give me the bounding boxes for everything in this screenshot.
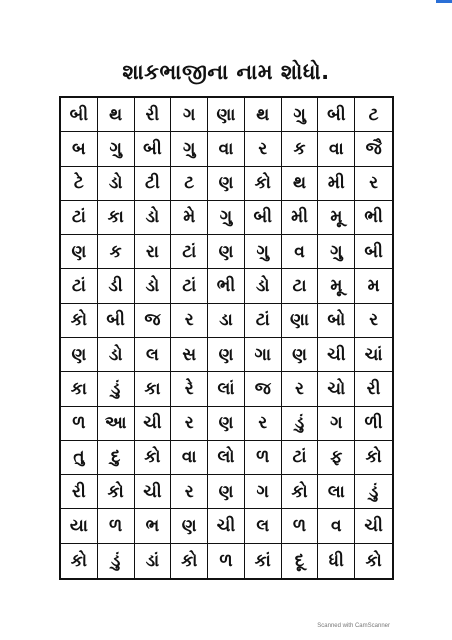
grid-cell: ડું [355, 475, 392, 509]
grid-cell: ક [98, 235, 135, 269]
grid-cell: ણા [208, 98, 245, 132]
grid-cell: ટી [135, 167, 172, 201]
grid-cell: ર [171, 407, 208, 441]
grid-cell: ચાં [355, 338, 392, 372]
grid-cell: વ [282, 235, 319, 269]
grid-cell: ણ [171, 509, 208, 543]
grid-cell: દુ [98, 441, 135, 475]
grid-cell: ચી [135, 475, 172, 509]
grid-cell: ણ [208, 338, 245, 372]
grid-cell: કો [61, 304, 98, 338]
grid-cell: લાં [208, 372, 245, 406]
grid-cell: ચી [355, 509, 392, 543]
grid-cell: રી [135, 98, 172, 132]
grid-cell: રે [171, 372, 208, 406]
grid-cell: ગુ [245, 235, 282, 269]
grid-cell: ચી [135, 407, 172, 441]
grid-cell: બો [318, 304, 355, 338]
grid-cell: ગુ [98, 132, 135, 166]
grid-cell: કા [98, 201, 135, 235]
grid-cell: લા [318, 475, 355, 509]
grid-cell: ગુ [282, 98, 319, 132]
grid-cell: જૈ [355, 132, 392, 166]
grid-cell: થ [282, 167, 319, 201]
grid-cell: ભ [135, 509, 172, 543]
grid-cell: મૂ [318, 269, 355, 303]
grid-cell: ટાં [171, 235, 208, 269]
grid-cell: બી [98, 304, 135, 338]
grid-cell: મે [171, 201, 208, 235]
grid-cell: ડો [98, 167, 135, 201]
grid-cell: ટાં [171, 269, 208, 303]
grid-cell: રી [355, 372, 392, 406]
top-edge-accent [436, 0, 452, 3]
grid-cell: બી [61, 98, 98, 132]
grid-cell: બી [245, 201, 282, 235]
grid-cell: ટાં [61, 201, 98, 235]
grid-cell: કો [61, 544, 98, 578]
word-search-grid [59, 96, 394, 580]
grid-cell: દૂ [282, 544, 319, 578]
grid-cell: ણ [282, 338, 319, 372]
grid-cell: ણ [61, 338, 98, 372]
grid-cell: ડા [208, 304, 245, 338]
grid-cell: લો [208, 441, 245, 475]
grid-cell: થ [98, 98, 135, 132]
grid-cell: ડું [98, 544, 135, 578]
grid-cell: ગ [318, 407, 355, 441]
grid-cell: ડું [98, 372, 135, 406]
grid-cell: ર [245, 132, 282, 166]
grid-cell: ડી [98, 269, 135, 303]
grid-cell: સ [171, 338, 208, 372]
grid-cell: ટ [355, 98, 392, 132]
grid-cell: ર [171, 475, 208, 509]
grid-cell: ડો [135, 269, 172, 303]
grid-cell: ટાં [282, 441, 319, 475]
grid-cell: આ [98, 407, 135, 441]
grid-cell: ચી [318, 338, 355, 372]
grid-cell: ણ [208, 167, 245, 201]
grid-cell: કા [61, 372, 98, 406]
grid-cell: કો [282, 475, 319, 509]
grid-cell: બી [135, 132, 172, 166]
grid-cell: કો [135, 441, 172, 475]
grid-cell: કો [245, 167, 282, 201]
grid-cell: કાં [245, 544, 282, 578]
grid-cell: ગા [245, 338, 282, 372]
grid-cell: કો [355, 441, 392, 475]
grid-cell: ટ [171, 167, 208, 201]
grid-cell: ણ [208, 475, 245, 509]
grid-cell: જ [245, 372, 282, 406]
grid-cell: ળ [98, 509, 135, 543]
grid-cell: ર [282, 372, 319, 406]
scanner-watermark: Scanned with CamScanner [317, 623, 390, 629]
grid-cell: ળ [61, 407, 98, 441]
grid-cell: ભી [355, 201, 392, 235]
grid-cell: વા [318, 132, 355, 166]
grid-cell: ગ [245, 475, 282, 509]
grid-cell: ગ [171, 98, 208, 132]
grid-cell: ડાં [135, 544, 172, 578]
grid-cell: ળ [282, 509, 319, 543]
grid-cell: ભી [208, 269, 245, 303]
grid-cell: ણ [208, 235, 245, 269]
grid-cell: કો [365, 550, 382, 571]
grid-cell: રા [135, 235, 172, 269]
grid-cell: ફ [318, 441, 355, 475]
grid-cell: કો [98, 475, 135, 509]
grid-cell: ર [355, 167, 392, 201]
grid-cell: કો [171, 544, 208, 578]
grid-cell: રી [61, 475, 98, 509]
grid-cell: ડો [135, 201, 172, 235]
grid-cell: લ [135, 338, 172, 372]
grid-cell: ગુ [171, 132, 208, 166]
grid-cell: ધી [318, 544, 355, 578]
grid-cell: ટાં [61, 269, 98, 303]
grid-cell: ણ [61, 235, 98, 269]
grid-cell: તુ [61, 441, 98, 475]
grid-cell: ણ [208, 407, 245, 441]
grid-cell: ળ [245, 441, 282, 475]
grid-cell: મી [318, 167, 355, 201]
grid-cell: બી [355, 235, 392, 269]
grid-cell: ણા [282, 304, 319, 338]
grid-cell: ટા [282, 269, 319, 303]
grid-cell: બ [61, 132, 98, 166]
grid-cell: ળી [355, 407, 392, 441]
grid-cell: ડો [245, 269, 282, 303]
grid-cell: ગુ [318, 235, 355, 269]
grid-cell: જ [135, 304, 172, 338]
grid-cell: ચો [318, 372, 355, 406]
grid-cell: ર [245, 407, 282, 441]
grid-cell: વા [171, 441, 208, 475]
grid-cell: ડો [98, 338, 135, 372]
grid-cell: ર [355, 304, 392, 338]
grid-cell: ડું [282, 407, 319, 441]
grid-cell: ક [282, 132, 319, 166]
page-title: શાકભાજીના નામ શોધો. [122, 60, 330, 84]
grid-cell: લ [245, 509, 282, 543]
grid-cell: યા [61, 509, 98, 543]
grid-cell: ગુ [208, 201, 245, 235]
grid-cell: ટે [61, 167, 98, 201]
grid-cell: બી [318, 98, 355, 132]
grid-cell: ટાં [245, 304, 282, 338]
grid-cell: ચી [208, 509, 245, 543]
grid-cell: મી [282, 201, 319, 235]
grid-cell: વ [318, 509, 355, 543]
grid-cell: મ [355, 269, 392, 303]
grid-cell: મૂ [318, 201, 355, 235]
grid-cell: ર [171, 304, 208, 338]
grid-cell: ળ [208, 544, 245, 578]
grid-cell: કા [135, 372, 172, 406]
grid-cell: થ [245, 98, 282, 132]
grid-cell: વા [208, 132, 245, 166]
